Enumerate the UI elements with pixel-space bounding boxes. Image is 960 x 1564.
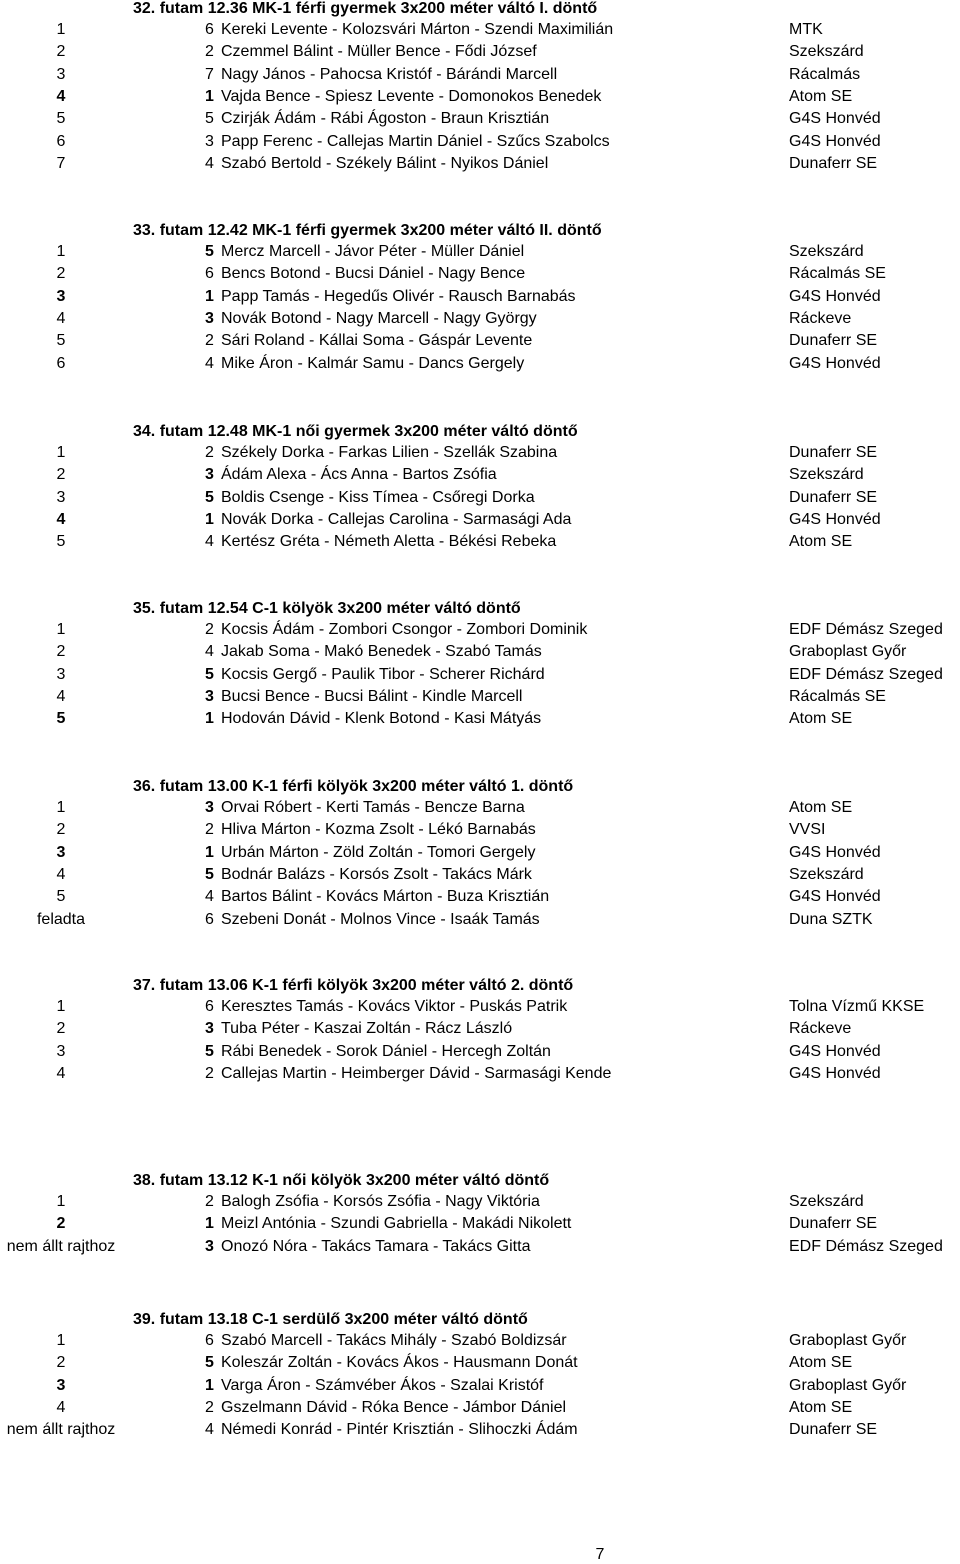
result-place: 5: [56, 533, 66, 551]
result-club: MTK: [789, 21, 823, 38]
result-lane: 3: [205, 799, 214, 816]
result-club: Dunaferr SE: [789, 444, 878, 461]
result-row: [0, 709, 960, 731]
result-row: [0, 687, 960, 709]
result-lane: 2: [205, 332, 214, 350]
result-club: Dunaferr SE: [789, 1215, 878, 1233]
result-club: Atom SE: [789, 1354, 853, 1372]
result-row: [0, 1192, 960, 1214]
result-crew: Ádám Alexa - Ács Anna - Bartos Zsófia: [221, 466, 497, 484]
race-title: 36. futam 13.00 K-1 férfi kölyök 3x200 méter váltó 1. döntő: [133, 778, 574, 795]
result-lane: 2: [205, 821, 214, 839]
result-crew: Papp Tamás - Hegedűs Olivér - Rausch Barnabás: [221, 287, 576, 305]
result-crew: Keresztes Tamás - Kovács Viktor - Puskás Patrik: [221, 998, 568, 1015]
result-lane: 1: [205, 710, 214, 728]
result-row: [0, 331, 960, 353]
result-lane: 1: [205, 843, 214, 861]
result-place: 1: [56, 1193, 66, 1210]
result-crew: Onozó Nóra - Takács Tamara - Takács Gitta: [221, 1237, 531, 1255]
result-lane: 6: [205, 265, 214, 283]
result-club: G4S Honvéd: [789, 354, 881, 372]
result-lane: 4: [205, 154, 214, 172]
result-crew: Mercz Marcell - Jávor Péter - Müller Dániel: [221, 243, 525, 260]
result-club: Atom SE: [789, 533, 853, 551]
result-place: 2: [56, 821, 66, 839]
result-lane: 5: [205, 1042, 214, 1060]
result-place: 3: [56, 287, 66, 305]
result-club: Szekszárd: [789, 466, 864, 484]
result-crew: Rábi Benedek - Sorok Dániel - Hercegh Zoltán: [221, 1042, 551, 1060]
result-club: G4S Honvéd: [789, 287, 881, 305]
result-place: 2: [56, 1354, 66, 1372]
result-row: [0, 1353, 960, 1375]
result-place: 1: [56, 21, 66, 38]
result-row: [0, 910, 960, 932]
result-place: nem állt rajthoz: [6, 1237, 116, 1255]
result-lane: 2: [205, 1193, 214, 1210]
result-row: [0, 620, 960, 642]
result-crew: Bucsi Bence - Bucsi Bálint - Kindle Marcell: [221, 687, 523, 705]
result-club: Graboplast Győr: [789, 1332, 907, 1349]
result-club: Rácalmás: [789, 65, 861, 83]
result-place: 4: [56, 865, 66, 883]
result-row: [0, 1420, 960, 1442]
result-row: [0, 865, 960, 887]
result-lane: 6: [205, 1332, 214, 1349]
result-crew: Callejas Martin - Heimberger Dávid - Sarmasági Kende: [221, 1064, 612, 1082]
result-row: [0, 510, 960, 532]
result-place: 6: [56, 132, 66, 150]
result-club: G4S Honvéd: [789, 888, 881, 906]
result-club: Dunaferr SE: [789, 332, 878, 350]
result-place: 6: [56, 354, 66, 372]
result-club: Dunaferr SE: [789, 1421, 878, 1439]
result-row: [0, 997, 960, 1019]
result-lane: 6: [205, 910, 214, 928]
result-place: 2: [56, 643, 66, 661]
result-place: 4: [56, 510, 66, 528]
result-place: 4: [56, 687, 66, 705]
result-row: [0, 532, 960, 554]
result-crew: Jakab Soma - Makó Benedek - Szabó Tamás: [221, 643, 542, 661]
result-place: 5: [56, 332, 66, 350]
result-lane: 2: [205, 1064, 214, 1082]
result-club: G4S Honvéd: [789, 843, 881, 861]
result-row: [0, 488, 960, 510]
result-lane: 2: [205, 444, 214, 461]
result-lane: 5: [205, 243, 214, 260]
result-place: 3: [56, 488, 66, 506]
result-crew: Gszelmann Dávid - Róka Bence - Jámbor Dániel: [221, 1398, 567, 1416]
result-club: Ráckeve: [789, 309, 852, 327]
result-lane: 4: [205, 888, 214, 906]
result-lane: 4: [205, 643, 214, 661]
result-row: [0, 20, 960, 42]
result-row: [0, 443, 960, 465]
result-place: 5: [56, 110, 66, 128]
result-row: [0, 1398, 960, 1420]
result-place: 1: [56, 799, 66, 816]
result-place: 1: [56, 621, 66, 638]
result-club: Szekszárd: [789, 243, 864, 260]
result-crew: Varga Áron - Számvéber Ákos - Szalai Kristóf: [221, 1376, 544, 1394]
race-title: 32. futam 12.36 MK-1 férfi gyermek 3x200 méter váltó I. döntő: [133, 0, 598, 17]
result-row: [0, 132, 960, 154]
result-club: G4S Honvéd: [789, 132, 881, 150]
result-place: nem állt rajthoz: [6, 1421, 116, 1439]
result-row: [0, 1237, 960, 1259]
result-row: [0, 65, 960, 87]
result-club: Rácalmás SE: [789, 265, 886, 283]
result-lane: 4: [205, 1421, 214, 1439]
result-row: [0, 465, 960, 487]
result-place: 3: [56, 665, 66, 683]
result-row: [0, 1376, 960, 1398]
race-title: 33. futam 12.42 MK-1 férfi gyermek 3x200 méter váltó II. döntő: [133, 222, 602, 239]
result-crew: Mike Áron - Kalmár Samu - Dancs Gergely: [221, 354, 525, 372]
result-lane: 4: [205, 354, 214, 372]
result-lane: 3: [205, 687, 214, 705]
result-club: Ráckeve: [789, 1020, 852, 1038]
result-lane: 1: [205, 1215, 214, 1233]
result-crew: Bencs Botond - Bucsi Dániel - Nagy Bence: [221, 265, 526, 283]
result-row: [0, 242, 960, 264]
result-place: 2: [56, 1020, 66, 1038]
result-club: EDF Démász Szeged: [789, 621, 943, 638]
result-row: [0, 1214, 960, 1236]
result-lane: 2: [205, 621, 214, 638]
result-lane: 1: [205, 287, 214, 305]
result-crew: Czirják Ádám - Rábi Ágoston - Braun Krisztián: [221, 110, 550, 128]
result-row: [0, 798, 960, 820]
result-crew: Hodován Dávid - Klenk Botond - Kasi Mátyás: [221, 710, 542, 728]
result-lane: 7: [205, 65, 214, 83]
result-place: 5: [56, 710, 66, 728]
result-lane: 6: [205, 998, 214, 1015]
result-club: Graboplast Győr: [789, 643, 907, 661]
result-place: 4: [56, 87, 66, 105]
result-club: Szekszárd: [789, 865, 864, 883]
result-crew: Hliva Márton - Kozma Zsolt - Lékó Barnabás: [221, 821, 536, 839]
result-row: [0, 665, 960, 687]
result-lane: 3: [205, 1020, 214, 1038]
result-row: [0, 264, 960, 286]
result-place: 2: [56, 466, 66, 484]
result-row: [0, 843, 960, 865]
result-lane: 5: [205, 110, 214, 128]
result-crew: Bartos Bálint - Kovács Márton - Buza Krisztián: [221, 888, 550, 906]
result-crew: Vajda Bence - Spiesz Levente - Domonokos Benedek: [221, 87, 602, 105]
result-crew: Balogh Zsófia - Korsós Zsófia - Nagy Viktória: [221, 1193, 540, 1210]
race-title: 35. futam 12.54 C-1 kölyök 3x200 méter váltó döntő: [133, 600, 521, 617]
result-crew: Papp Ferenc - Callejas Martin Dániel - Szűcs Szabolcs: [221, 132, 610, 150]
result-place: 7: [56, 154, 66, 172]
result-place: 5: [56, 888, 66, 906]
result-club: Atom SE: [789, 710, 853, 728]
result-lane: 2: [205, 1398, 214, 1416]
result-club: G4S Honvéd: [789, 1042, 881, 1060]
result-club: Atom SE: [789, 87, 853, 105]
result-club: Szekszárd: [789, 43, 864, 61]
result-crew: Tuba Péter - Kaszai Zoltán - Rácz László: [221, 1020, 513, 1038]
result-place: 2: [56, 43, 66, 61]
result-row: [0, 1331, 960, 1353]
result-place: 4: [56, 1064, 66, 1082]
result-place: 4: [56, 1398, 66, 1416]
result-crew: Kocsis Gergő - Paulik Tibor - Scherer Richárd: [221, 665, 545, 683]
result-lane: 5: [205, 1354, 214, 1372]
result-lane: 5: [205, 488, 214, 506]
result-row: [0, 287, 960, 309]
result-place: 1: [56, 444, 66, 461]
result-club: G4S Honvéd: [789, 110, 881, 128]
result-lane: 6: [205, 21, 214, 38]
result-club: G4S Honvéd: [789, 1064, 881, 1082]
race-title: 39. futam 13.18 C-1 serdülő 3x200 méter váltó döntő: [133, 1311, 528, 1328]
result-place: 1: [56, 1332, 66, 1349]
result-place: 2: [56, 265, 66, 283]
result-crew: Kertész Gréta - Németh Aletta - Békési Rebeka: [221, 533, 557, 551]
result-place: 2: [56, 1215, 66, 1233]
result-place: 3: [56, 1042, 66, 1060]
result-place: feladta: [36, 910, 86, 928]
race-title: 34. futam 12.48 MK-1 női gyermek 3x200 méter váltó döntő: [133, 423, 578, 440]
result-club: Duna SZTK: [789, 910, 873, 928]
result-crew: Kereki Levente - Kolozsvári Márton - Szendi Maximilián: [221, 21, 614, 38]
result-crew: Novák Botond - Nagy Marcell - Nagy György: [221, 309, 537, 327]
result-club: Szekszárd: [789, 1193, 864, 1210]
race-title: 37. futam 13.06 K-1 férfi kölyök 3x200 méter váltó 2. döntő: [133, 977, 574, 994]
result-row: [0, 109, 960, 131]
result-crew: Koleszár Zoltán - Kovács Ákos - Hausmann Donát: [221, 1354, 578, 1372]
result-row: [0, 820, 960, 842]
result-crew: Orvai Róbert - Kerti Tamás - Bencze Barna: [221, 799, 525, 816]
page-number: 7: [595, 1546, 605, 1563]
result-lane: 3: [205, 309, 214, 327]
result-lane: 3: [205, 132, 214, 150]
result-place: 3: [56, 65, 66, 83]
result-row: [0, 642, 960, 664]
race-title: 38. futam 13.12 K-1 női kölyök 3x200 méter váltó döntő: [133, 1172, 550, 1189]
result-lane: 1: [205, 1376, 214, 1394]
result-crew: Székely Dorka - Farkas Lilien - Szellák Szabina: [221, 444, 558, 461]
result-row: [0, 1042, 960, 1064]
result-place: 3: [56, 843, 66, 861]
result-club: EDF Démász Szeged: [789, 665, 943, 683]
result-crew: Sári Roland - Kállai Soma - Gáspár Levente: [221, 332, 533, 350]
result-row: [0, 42, 960, 64]
result-club: Rácalmás SE: [789, 687, 886, 705]
result-place: 1: [56, 998, 66, 1015]
result-lane: 3: [205, 466, 214, 484]
result-lane: 2: [205, 43, 214, 61]
result-row: [0, 1064, 960, 1086]
result-lane: 1: [205, 510, 214, 528]
result-lane: 3: [205, 1237, 214, 1255]
result-club: EDF Démász Szeged: [789, 1237, 943, 1255]
result-place: 1: [56, 243, 66, 260]
result-crew: Nagy János - Pahocsa Kristóf - Bárándi Marcell: [221, 65, 558, 83]
result-crew: Bodnár Balázs - Korsós Zsolt - Takács Márk: [221, 865, 532, 883]
result-club: Dunaferr SE: [789, 488, 878, 506]
result-crew: Némedi Konrád - Pintér Krisztián - Slihoczki Ádám: [221, 1421, 578, 1439]
result-club: Tolna Vízmű KKSE: [789, 998, 925, 1015]
result-club: Graboplast Győr: [789, 1376, 907, 1394]
result-crew: Novák Dorka - Callejas Carolina - Sarmasági Ada: [221, 510, 572, 528]
result-row: [0, 887, 960, 909]
result-place: 4: [56, 309, 66, 327]
result-row: [0, 87, 960, 109]
result-club: Atom SE: [789, 1398, 853, 1416]
result-lane: 5: [205, 865, 214, 883]
result-row: [0, 354, 960, 376]
result-club: G4S Honvéd: [789, 510, 881, 528]
result-crew: Szabó Marcell - Takács Mihály - Szabó Boldizsár: [221, 1332, 567, 1349]
result-lane: 5: [205, 665, 214, 683]
result-lane: 4: [205, 533, 214, 551]
result-crew: Meizl Antónia - Szundi Gabriella - Makádi Nikolett: [221, 1215, 572, 1233]
result-club: Atom SE: [789, 799, 853, 816]
result-crew: Szabó Bertold - Székely Bálint - Nyikos Dániel: [221, 154, 549, 172]
result-row: [0, 1019, 960, 1041]
result-crew: Czemmel Bálint - Müller Bence - Fődi József: [221, 43, 537, 61]
result-row: [0, 309, 960, 331]
result-club: Dunaferr SE: [789, 154, 878, 172]
result-club: VVSI: [789, 821, 826, 839]
result-crew: Kocsis Ádám - Zombori Csongor - Zombori Dominik: [221, 621, 588, 638]
result-place: 3: [56, 1376, 66, 1394]
result-row: [0, 154, 960, 176]
result-crew: Szebeni Donát - Molnos Vince - Isaák Tamás: [221, 910, 540, 928]
result-crew: Urbán Márton - Zöld Zoltán - Tomori Gergely: [221, 843, 536, 861]
result-lane: 1: [205, 87, 214, 105]
result-crew: Boldis Csenge - Kiss Tímea - Csőregi Dorka: [221, 488, 535, 506]
